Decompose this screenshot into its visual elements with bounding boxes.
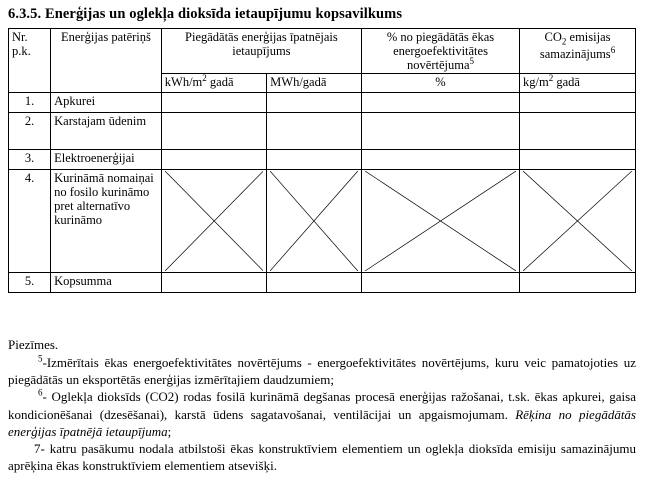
header-consumption: Enerģijas patēriņš [51,29,162,93]
row-number: 2. [9,113,51,150]
cell-mwh[interactable] [267,273,362,293]
row-label: Kurināmā nomaiņai no fosilo kurināmo pret alternatīvo kurināmo [51,170,162,273]
cell-percent[interactable] [361,113,519,150]
header-nr [9,29,51,93]
cell-co2[interactable] [520,113,636,150]
table-header [9,29,636,93]
header-percent-text: % no piegādātās ēkas energoefektivitātes novērtējuma [386,30,495,72]
table-row [9,93,636,113]
header-percent-footnote: 5 [469,55,474,66]
row-number: 5. [9,273,51,293]
header-co2-rest: emisijas samazinājums [539,30,611,61]
row-label: Apkurei [51,93,162,113]
cell-percent[interactable] [361,273,519,293]
table-row [9,113,636,150]
cell-co2[interactable] [520,150,636,170]
cross-out-icon [165,171,263,271]
note-5-marker: 5 [38,353,43,364]
note-6-text: - Oglekļa dioksīds (CO2) rodas fosilā kurināmā degšanas procesā enerģijas ražošanai, t.sk. ēkas apkurei, gaisa kondicionēšanai (dzesēšanai), karstā ūdens sagatavošanai, ventilācijai un apgaismojumam. [8,389,636,422]
cell-mwh[interactable] [267,93,362,113]
note-6-marker: 6 [38,388,43,399]
table-row [9,170,636,273]
cell-percent-crossed [361,170,519,273]
cross-out-icon [523,171,632,271]
row-label: Elektroenerģijai [51,150,162,170]
cell-kwh[interactable] [161,93,266,113]
header-nr-line2: p.k. [12,44,31,58]
page-title: 6.3.5. Enerģijas un oglekļa dioksīda ietaupījumu kopsavilkums [8,6,403,22]
note-6-end: ; [167,423,172,439]
subheader-kg [520,74,636,93]
notes-section [8,336,636,474]
subheader-kwh [161,74,266,93]
table-body [9,93,636,293]
note-5 [8,354,636,388]
table-row [9,150,636,170]
row-number: 1. [9,93,51,113]
cell-co2[interactable] [520,273,636,293]
cross-out-icon [270,171,358,271]
cell-kwh[interactable] [161,150,266,170]
cell-kwh-crossed [161,170,266,273]
note-7: 7- katru pasākumu nodala atbilstoši ēkas konstruktīviem elementiem un oglekļa dioksīda emisiju samazinājumu aprēķina ēkas konstruktīviem elementiem atsevišķi. [8,440,636,474]
cell-percent[interactable] [361,150,519,170]
cell-mwh[interactable] [267,150,362,170]
subheader-mwh: MWh/gadā [267,74,362,93]
subheader-kwh-rest: gadā [206,75,234,89]
note-5-text: -Izmērītais ēkas energoefektivitātes novērtējums - energoefektivitātes novērtējums, kuru veic pamatojoties uz piegādātās un eksportētās enerģijas izmērītajiem daudzumiem; [8,355,636,388]
header-row-main [9,29,636,74]
header-percent [361,29,519,74]
cell-mwh[interactable] [267,113,362,150]
cross-out-icon [365,171,516,271]
cell-percent[interactable] [361,93,519,113]
notes-heading: Piezīmes. [8,337,59,352]
subheader-kg-rest: gadā [553,75,580,89]
row-label: Kopsumma [51,273,162,293]
subheader-kg-prefix: kg/m [523,75,549,89]
table-row [9,273,636,293]
note-6-italic: Rēķina no piegādātās enerģijas īpatnējā ietaupījuma [8,406,636,439]
header-co2-footnote: 6 [610,44,616,55]
subheader-kwh-sup: 2 [202,72,207,83]
header-nr-line1: Nr. [12,30,28,44]
cell-kwh[interactable] [161,113,266,150]
cell-mwh-crossed [267,170,362,273]
row-number: 3. [9,150,51,170]
subheader-percent: % [361,74,519,93]
energy-savings-table [8,28,636,293]
cell-kwh[interactable] [161,273,266,293]
row-label: Karstajam ūdenim [51,113,162,150]
cell-co2[interactable] [520,93,636,113]
row-number: 4. [9,170,51,273]
cell-co2-crossed [520,170,636,273]
subheader-kwh-prefix: kWh/m [164,75,203,89]
header-co2-subscript: 2 [561,36,567,47]
note-6 [8,388,636,439]
header-co2 [520,29,636,74]
subheader-kg-sup: 2 [548,72,554,83]
header-co2-prefix: CO [544,30,562,44]
header-specific-savings: Piegādātās enerģijas īpatnējais ietaupījums [161,29,361,74]
